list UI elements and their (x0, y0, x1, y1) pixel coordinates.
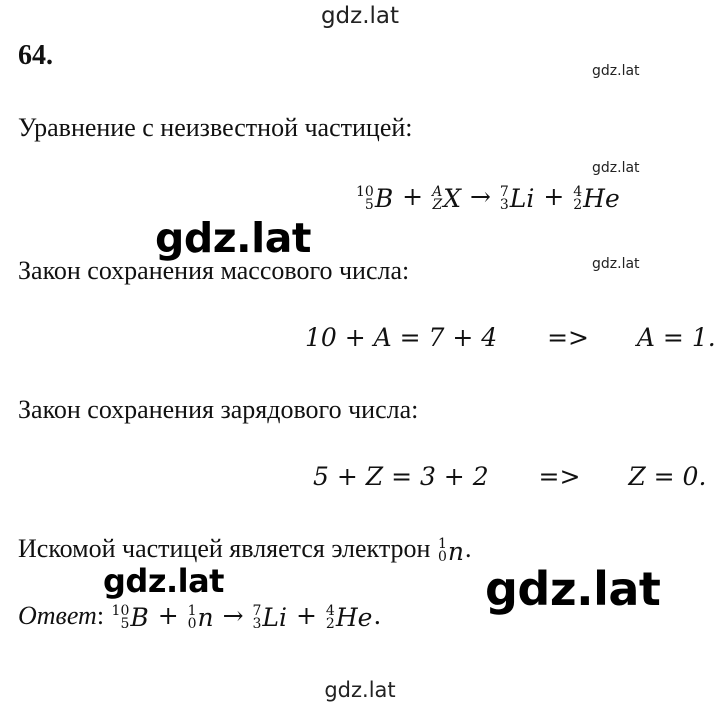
watermark-big-2: gdz.lat (103, 562, 224, 600)
mass-law-text: Закон сохранения массового числа: (18, 256, 410, 285)
nuclide-lithium: 7 3 Li (499, 183, 535, 213)
nuclide-boron: 10 5 B (356, 183, 394, 213)
answer-line: Ответ: 10 5 B + 1 0 n → 7 3 Li + 4 2 He . (18, 601, 382, 632)
nuclide-neutron: 1 0 n (437, 536, 464, 566)
problem-number: 64. (18, 40, 53, 71)
nuclide-unknown: A Z X (432, 183, 461, 213)
nuclide-helium: 4 2 He (573, 183, 620, 213)
watermark-top: gdz.lat (320, 3, 400, 29)
watermark-small-3: gdz.lat (592, 256, 640, 272)
reaction-equation: 10 5 B + A Z X → 7 3 Li + 4 2 He (356, 182, 620, 213)
watermark-big-3: gdz.lat (485, 562, 661, 616)
conclusion-text: Искомой частицей является электрон 1 0 n . (18, 534, 472, 566)
watermark-big-1: gdz.lat (155, 214, 311, 262)
charge-equation: 5 + Z = 3 + 2 => Z = 0. (313, 462, 707, 491)
answer-label: Ответ (18, 601, 97, 630)
watermark-small-1: gdz.lat (592, 63, 640, 79)
watermark-small-2: gdz.lat (592, 160, 640, 176)
watermark-bottom: gdz.lat (324, 678, 396, 702)
intro-text: Уравнение с неизвестной частицей: (18, 113, 413, 142)
charge-law-text: Закон сохранения зарядового числа: (18, 395, 419, 424)
answer-equation: 10 5 B + 1 0 n → 7 3 Li + 4 2 He . (111, 601, 382, 632)
mass-equation: 10 + A = 7 + 4 => A = 1. (305, 323, 716, 352)
